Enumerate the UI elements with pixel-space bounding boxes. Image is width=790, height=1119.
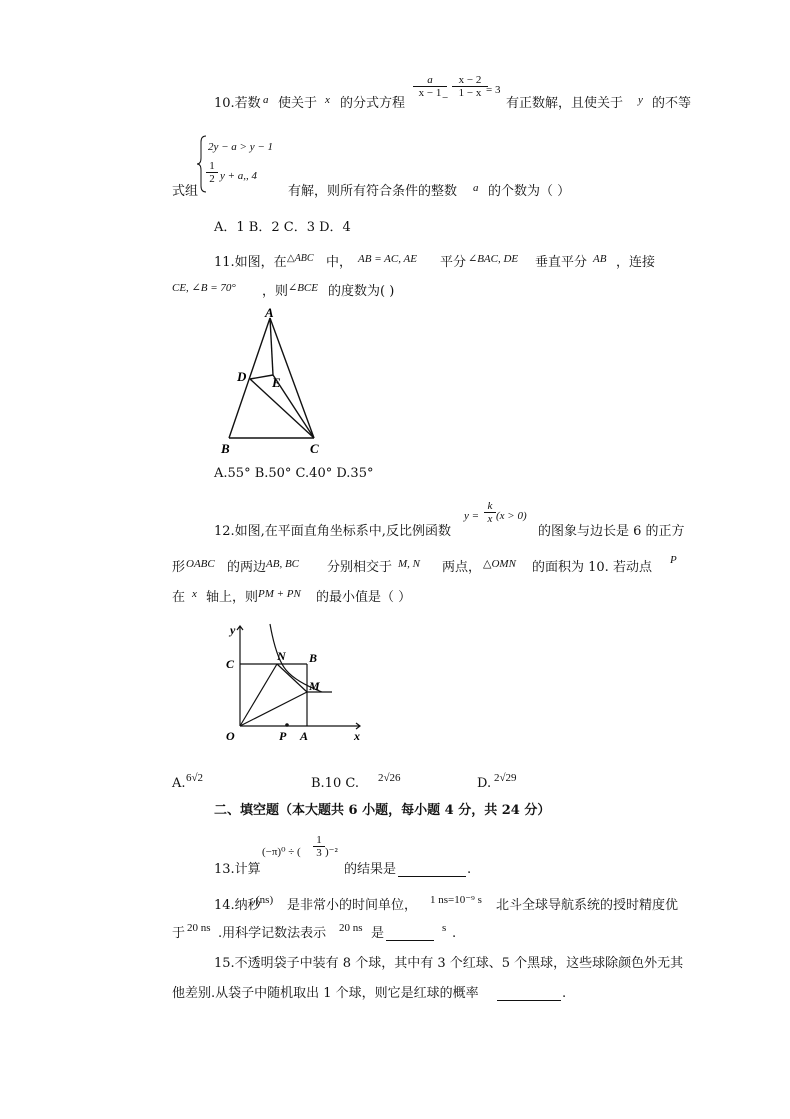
q14-prefix: 14.纳秒: [214, 898, 261, 913]
q10-system-line-2: y + a,, 4: [220, 170, 258, 182]
q11-label-c: C: [310, 441, 319, 456]
q11-text-2: 平分: [440, 255, 467, 270]
q11-figure: [215, 303, 335, 458]
q15-end: .: [562, 986, 567, 1001]
q11-label-d: D: [237, 369, 247, 384]
q12-func-y: y =: [464, 510, 480, 522]
q12-pm-pn: PM + PN: [258, 588, 301, 600]
q12-omn: △OMN: [483, 558, 516, 570]
q11-prefix: 11.如图，在: [214, 255, 287, 270]
q12-text-4: 分别相交于: [327, 560, 393, 575]
q12-label-x: x: [354, 729, 360, 743]
q10-prefix: 10.若数: [214, 96, 261, 111]
section-2-title: 二、填空题（本大题共 6 小题，每小题 4 分，共 24 分）: [214, 803, 551, 818]
q14-text-5: 是: [371, 926, 385, 941]
q13-prefix: 13.计算: [214, 862, 261, 877]
q11-label-a: A: [265, 305, 274, 320]
q14-end: .: [452, 926, 457, 941]
q10-text-7: 的个数为（ ）: [488, 184, 571, 199]
q12-text-2: 形: [172, 560, 186, 575]
q12-option-a-value: 6√2: [186, 772, 204, 784]
q12-point-p: [285, 723, 289, 727]
q12-p: P: [670, 554, 677, 566]
q10-text-1: 使关于: [278, 96, 318, 111]
q11-segment-de: [250, 375, 273, 379]
q12-text-3: 的两边: [227, 560, 267, 575]
q10-text-3: 有正数解，且使关于: [506, 96, 624, 111]
q10-system-half: $\frac{1}{2}$: [206, 160, 218, 185]
q12-option-d-value: 2√29: [494, 772, 517, 784]
q10-text-2: 的分式方程: [340, 96, 406, 111]
q10-fraction-2: $\frac{x - 2}{1 - x}$: [452, 74, 488, 99]
q12-oabc: OABC: [186, 558, 215, 570]
q11-text-1: 中，: [326, 255, 353, 270]
q14-definition: 1 ns=10⁻⁹ s: [430, 894, 482, 906]
q14-unit: s: [442, 922, 447, 934]
q12-text-8: 轴上，则: [206, 590, 259, 605]
q11-options: A.55° B.50° C.40° D.35°: [214, 466, 374, 481]
q12-mn: M, N: [398, 558, 420, 570]
q14-ns: (ns): [256, 894, 274, 906]
q12-figure: [220, 618, 370, 750]
q14-text-1: 是非常小的时间单位，: [287, 898, 418, 913]
q15-line-2: 他差别.从袋子中随机取出 1 个球，则它是红球的概率: [172, 986, 479, 1001]
q10-text-5: 式组: [172, 184, 199, 199]
q12-label-p: P: [279, 729, 287, 743]
q10-var-y: y: [638, 94, 643, 106]
q12-prefix: 12.如图,在平面直角坐标系中,反比例函数: [214, 524, 451, 539]
q11-condition: AB = AC, AE: [358, 253, 417, 265]
q14-value-2: 20 ns: [339, 922, 363, 934]
q11-side-ab: [229, 318, 270, 438]
q12-label-n: N: [277, 649, 286, 663]
q11-label-e: E: [272, 375, 281, 390]
q12-text-9: 的最小值是（ ）: [316, 590, 412, 605]
q12-label-a: A: [300, 729, 309, 743]
q14-text-4: .用科学记数法表示: [218, 926, 327, 941]
q13-text-1: 的结果是: [344, 862, 397, 877]
q10-fraction-1: $\frac{a}{x - 1}$: [413, 74, 447, 99]
q13-answer-blank[interactable]: [398, 862, 466, 877]
q13-expr-end: )⁻²: [325, 846, 338, 858]
q12-option-a-label: A.: [172, 776, 186, 791]
q12-label-y: y: [230, 623, 236, 637]
q12-text-7: 在: [172, 590, 186, 605]
q11-text-6: 的度数为( ): [328, 284, 395, 299]
q12-option-c-value: 2√26: [378, 772, 401, 784]
q14-text-3: 于: [172, 926, 186, 941]
q11-triangle: △ABC: [287, 253, 314, 264]
q12-func-fraction: $\frac{k}{x}$: [484, 500, 496, 525]
q12-segment-nm: [277, 664, 307, 692]
q12-func-condition: (x > 0): [496, 510, 527, 522]
q10-text-6: 有解，则所有符合条件的整数: [288, 184, 458, 199]
q12-text-5: 两点，: [442, 560, 482, 575]
q11-angle: ∠BAC, DE: [468, 253, 519, 265]
q10-system-line-1: 2y − a > y − 1: [208, 141, 274, 153]
q11-ab: AB: [593, 253, 607, 265]
q13-fraction: $\frac{1}{3}$: [313, 834, 325, 859]
q12-text-1: 的图象与边长是 6 的正方: [538, 524, 685, 539]
q10-minus: −: [442, 92, 449, 104]
q11-text-4: ，连接: [616, 255, 656, 270]
q13-expr: (−π)⁰ ÷ (: [262, 846, 301, 858]
q12-option-d-label: D.: [477, 776, 492, 791]
q12-option-bc-label: B.10 C.: [311, 776, 359, 791]
q14-answer-blank[interactable]: [386, 926, 434, 941]
q12-label-c: C: [226, 657, 235, 671]
q12-text-6: 的面积为 10. 若动点: [532, 560, 652, 575]
q12-x: x: [192, 588, 197, 600]
q10-equals: = 3: [486, 84, 501, 96]
q11-bce: ∠BCE: [288, 282, 318, 294]
q15-answer-blank[interactable]: [497, 986, 561, 1001]
q15-line-1: 15.不透明袋子中装有 8 个球，其中有 3 个红球、5 个黑球，这些球除颜色外无其: [214, 956, 684, 971]
q10-text-4: 的不等: [652, 96, 692, 111]
q12-label-m: M: [309, 679, 320, 693]
q10-options: A．1 B．2 C．3 D．4: [214, 220, 351, 235]
q11-ce: CE, ∠B = 70°: [172, 282, 236, 294]
q12-ab-bc: AB, BC: [266, 558, 299, 570]
q11-text-5: ，则: [262, 284, 289, 299]
q10-var-x: x: [325, 94, 330, 106]
q11-label-b: B: [221, 441, 230, 456]
q11-text-3: 垂直平分: [535, 255, 588, 270]
q14-value-1: 20 ns: [187, 922, 211, 934]
q12-label-b: B: [309, 651, 318, 665]
q10-var-a: a: [263, 94, 269, 106]
q10-var-a-2: a: [473, 182, 479, 194]
q14-text-2: 北斗全球导航系统的授时精度优: [496, 898, 679, 913]
q12-label-o: O: [226, 729, 235, 743]
q13-end: .: [467, 862, 472, 877]
